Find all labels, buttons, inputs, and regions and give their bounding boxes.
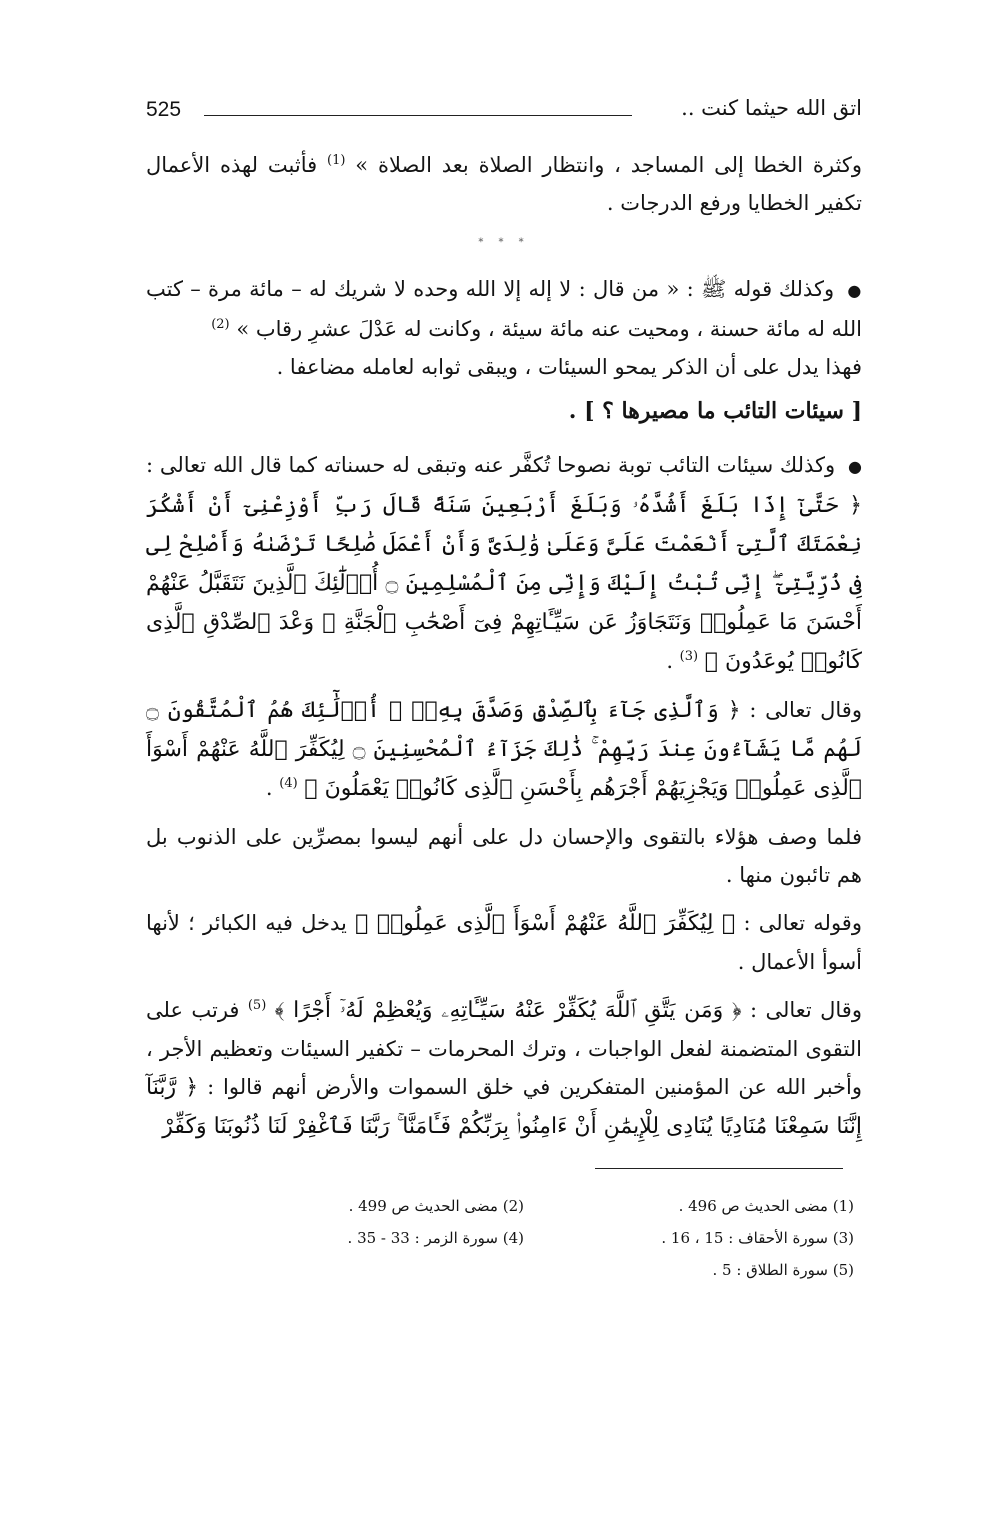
quran-verse: ﴿ وَمَن يَتَّقِ ٱللَّهَ يُكَفِّرْ عَنْهُ سَيِّـَٔاتِهِۦ وَيُعْظِمْ لَهُۥٓ أَجْرًا ﴾ [274, 998, 742, 1023]
paragraph-4-text: وقال تعالى : [749, 698, 862, 722]
paragraph-6 [146, 904, 862, 981]
paragraph-7-continuation: فرتب على التقوى المتضمنة لفعل الواجبات ، وترك المحرمات – تكفير السيئات وتعظيم الأجر ، وأخبر الله عن المؤمنين المتفكرين في خلق السموات والأرض أنهم قالوا : [146, 998, 862, 1099]
paragraph-6-continuation: يدخل فيه الكبائر ؛ لأنها أسوأ الأعمال . [146, 911, 862, 974]
header-rule [204, 115, 632, 116]
footnote-row [240, 1254, 854, 1286]
section-separator: * * * [478, 237, 530, 248]
running-title: اتق الله حيثما كنت .. [681, 96, 862, 120]
paragraph-7-text: وقال تعالى : [750, 998, 862, 1022]
bullet-icon: ● [847, 457, 862, 476]
page-number: 525 [146, 98, 182, 121]
footnote-ref-4: (4) [279, 776, 298, 791]
paragraph-4: وقال تعالى : ﴿ وَٱلَّذِى جَآءَ بِٱلصِّدْقِ وَصَدَّقَ بِهِۦٓ ۙ أُو۟لَٰٓئِكَ هُمُ ٱلْمُتَّقُونَ ۝ لَهُم مَّا يَشَآءُونَ عِندَ رَبِّهِمْ ۚ ذَٰلِكَ جَزَآءُ ٱلْمُحْسِنِينَ ۝ لِيُكَفِّرَ ٱللَّهُ عَنْهُمْ أَسْوَأَ ٱلَّذِى عَمِلُوا۟ وَيَجْزِيَهُمْ أَجْرَهُم بِأَحْسَنِ ٱلَّذِى كَانُوا۟ يَعْمَلُونَ ﴾ $^{(4)}$ . [146, 698, 862, 801]
footnote-4: (4) سورة الزمر : 33 - 35 . [347, 1229, 524, 1247]
paragraph-7 [146, 991, 862, 1146]
quran-verse: ﴿ وَٱلَّذِى جَآءَ بِٱلصِّدْقِ وَصَدَّقَ بِهِۦٓ ۙ أُو۟لَٰٓئِكَ هُمُ ٱلْمُتَّقُونَ ۝ لَهُم مَّا يَشَآءُونَ عِندَ رَبِّهِمْ ۚ ذَٰلِكَ جَزَآءُ ٱلْمُحْسِنِينَ ۝ لِيُكَفِّرَ ٱللَّهُ عَنْهُمْ أَسْوَأَ ٱلَّذِى عَمِلُوا۟ وَيَجْزِيَهُمْ أَجْرَهُم بِأَحْسَنِ ٱلَّذِى كَانُوا۟ يَعْمَلُونَ ﴾ [146, 698, 862, 801]
quran-verse: ﴿ رَّبَّنَآ إِنَّنَا سَمِعْنَا مُنَادِيًا يُنَادِى لِلْإِيمَٰنِ أَنْ ءَامِنُوا۟ بِرَبِّكُمْ فَـَٔامَنَّا ۚ رَبَّنَا فَٱغْفِرْ لَنَا ذُنُوبَنَا وَكَفِّرْ [146, 1075, 862, 1139]
paragraph-3: ● وكذلك سيئات التائب توبة نصوحا تُكفَّر عنه وتبقى له حسناته كما قال الله تعالى : ﴿ حَتَّىٰٓ إِذَا بَلَغَ أَشُدَّهُۥ وَبَلَغَ أَرْبَعِينَ سَنَةً قَالَ رَبِّ أَوْزِعْنِىٓ أَنْ أَشْكُرَ نِعْمَتَكَ ٱلَّتِىٓ أَنْعَمْتَ عَلَىَّ وَعَلَىٰ وَٰلِدَىَّ وَأَنْ أَعْمَلَ صَٰلِحًا تَرْضَىٰهُ وَأَصْلِحْ لِى فِى ذُرِّيَّتِىٓ ۖ إِنِّى تُبْتُ إِلَيْكَ وَإِنِّى مِنَ ٱلْمُسْلِمِينَ ۝ أُو۟لَٰٓئِكَ ٱلَّذِينَ نَتَقَبَّلُ عَنْهُمْ أَحْسَنَ مَا عَمِلُوا۟ وَنَتَجَاوَزُ عَن سَيِّـَٔاتِهِمْ فِىٓ أَصْحَٰبِ ٱلْجَنَّةِ ۖ وَعْدَ ٱلصِّدْقِ ٱلَّذِى كَانُوا۟ يُوعَدُونَ ﴾ $^{(3)}$ . [146, 453, 862, 674]
paragraph-2 [146, 270, 862, 386]
footnote-ref-3: (3) [679, 649, 699, 664]
footnote-5: (5) سورة الطلاق : 5 . [712, 1261, 854, 1279]
body-text [146, 146, 862, 1152]
footnote-2: (2) مضى الحديث ص 499 . [348, 1197, 524, 1215]
bullet-icon: ● [847, 281, 862, 300]
footnotes [240, 1190, 854, 1286]
quran-verse: ﴿ لِيُكَفِّرَ ٱللَّهُ عَنْهُمْ أَسْوَأَ ٱلَّذِى عَمِلُوا۟ ﴾ [355, 911, 736, 936]
paragraph-1-continuation: فأثبت لهذه الأعمال تكفير الخطايا ورفع الدرجات . [146, 153, 862, 215]
quran-verse: ﴿ حَتَّىٰٓ إِذَا بَلَغَ أَشُدَّهُۥ وَبَلَغَ أَرْبَعِينَ سَنَةً قَالَ رَبِّ أَوْزِعْنِىٓ أَنْ أَشْكُرَ نِعْمَتَكَ ٱلَّتِىٓ أَنْعَمْتَ عَلَىَّ وَعَلَىٰ وَٰلِدَىَّ وَأَنْ أَعْمَلَ صَٰلِحًا تَرْضَىٰهُ وَأَصْلِحْ لِى فِى ذُرِّيَّتِىٓ ۖ إِنِّى تُبْتُ إِلَيْكَ وَإِنِّى مِنَ ٱلْمُسْلِمِينَ ۝ أُو۟لَٰٓئِكَ ٱلَّذِينَ نَتَقَبَّلُ عَنْهُمْ أَحْسَنَ مَا عَمِلُوا۟ وَنَتَجَاوَزُ عَن سَيِّـَٔاتِهِمْ فِىٓ أَصْحَٰبِ ٱلْجَنَّةِ ۖ وَعْدَ ٱلصِّدْقِ ٱلَّذِى كَانُوا۟ يُوعَدُونَ ﴾ [146, 493, 862, 674]
paragraph-3-text: وكذلك سيئات التائب توبة نصوحا تُكفَّر عنه وتبقى له حسناته كما قال الله تعالى : [146, 453, 836, 477]
paragraph-1 [146, 146, 862, 222]
paragraph-2-text: وكذلك قوله ﷺ : « من قال : لا إله إلا الله وحده لا شريك له – مائة مرة – كتب الله له مائة حسنة ، ومحيت عنه مائة سيئة ، وكانت له عَدْلَ عشرِ رقاب » [146, 277, 862, 341]
footnote-rule [595, 1168, 843, 1169]
footnote-3: (3) سورة الأحقاف : 15 ، 16 . [661, 1229, 854, 1247]
paragraph-2-conclusion: فهذا يدل على أن الذكر يمحو السيئات ، ويبقى ثوابه لعامله مضاعفا . [276, 355, 862, 379]
paragraph-5: فلما وصف هؤلاء بالتقوى والإحسان دل على أنهم ليسوا بمصرِّين على الذنوب بل هم تائبون منها . [146, 825, 862, 887]
footnote-ref-5: (5) [247, 998, 267, 1013]
footnote-ref-2: (2) [211, 317, 230, 332]
paragraph-1-text: وكثرة الخطا إلى المساجد ، وانتظار الصلاة بعد الصلاة » [355, 153, 862, 177]
section-heading: [ سيئات التائب ما مصيرها ؟ ] . [568, 398, 862, 424]
footnote-row [240, 1190, 854, 1222]
paragraph-6-text: وقوله تعالى : [743, 911, 862, 935]
page-header [146, 96, 862, 136]
footnote-row [240, 1222, 854, 1254]
footnote-1: (1) مضى الحديث ص 496 . [678, 1197, 854, 1215]
footnote-ref-1: (1) [327, 153, 346, 168]
